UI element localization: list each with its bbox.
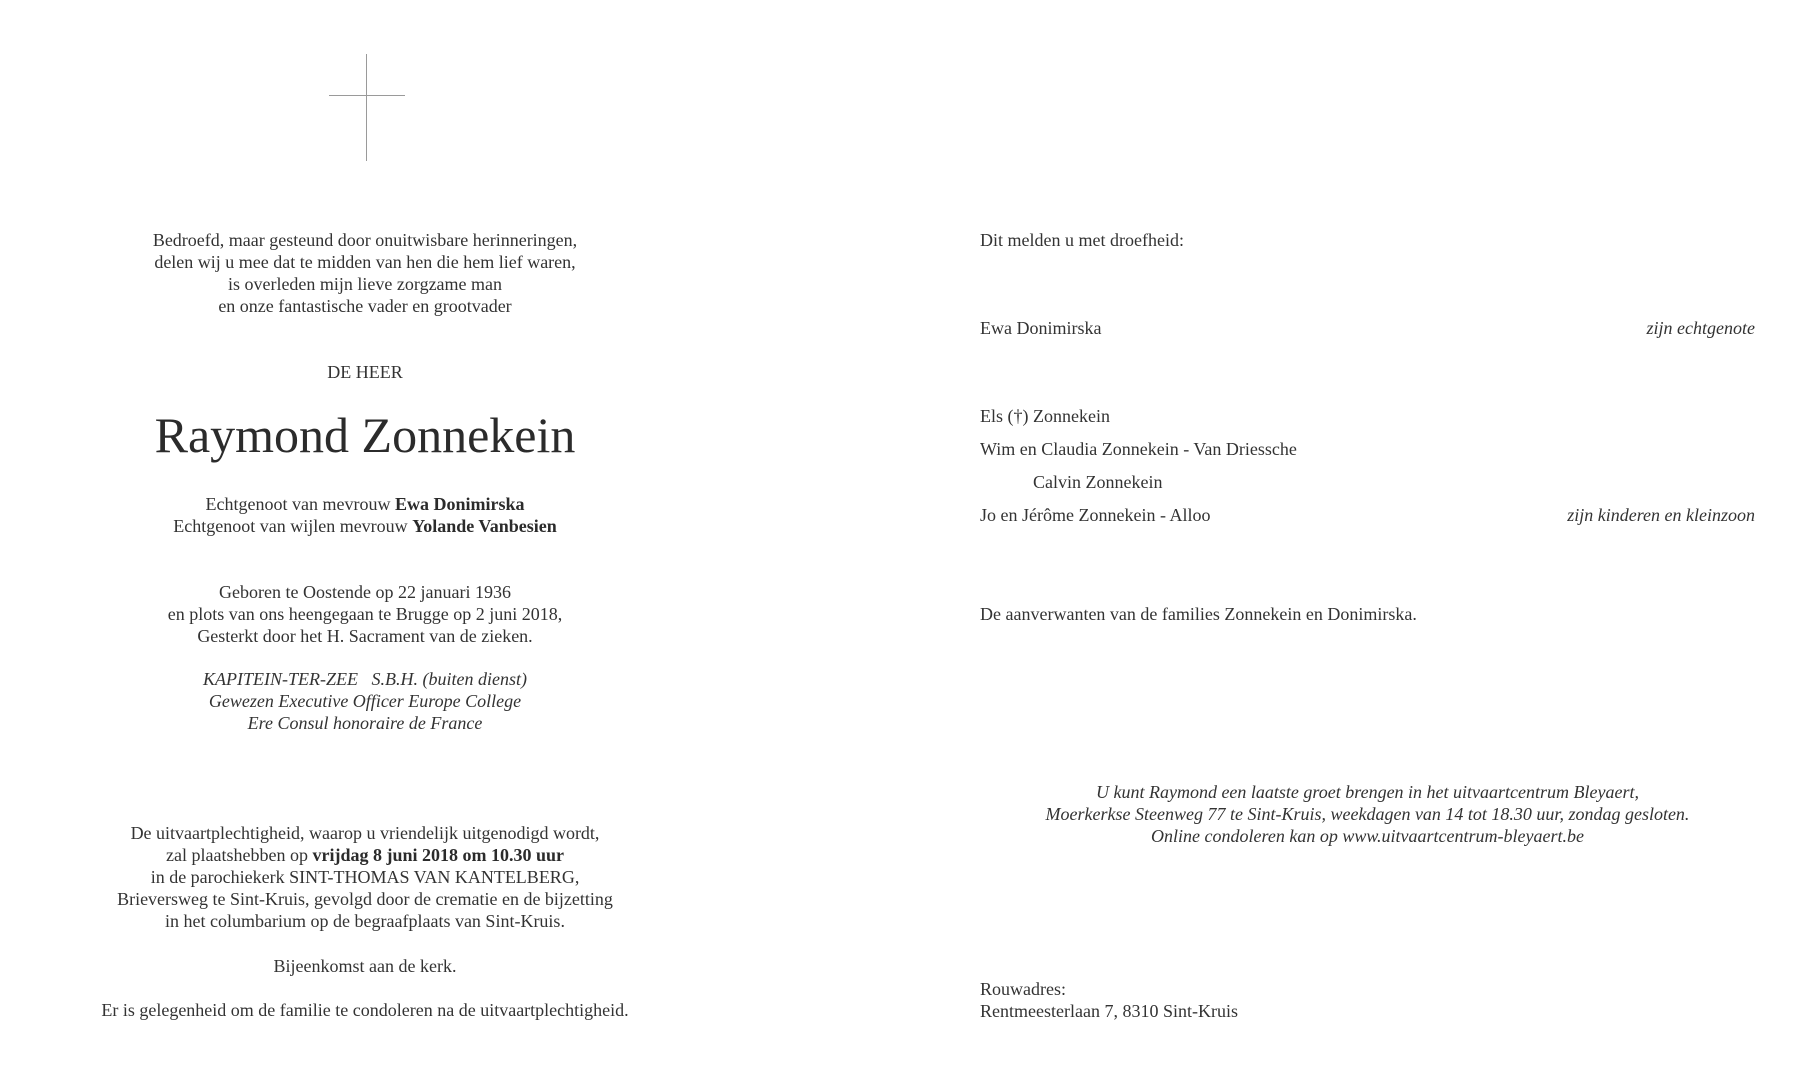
funeral-block	[60, 822, 670, 932]
sacrament-line: Gesterkt door het H. Sacrament van de zieken.	[197, 626, 533, 646]
spouse-line	[60, 515, 670, 537]
role-line: KAPITEIN-TER-ZEE S.B.H. (buiten dienst)	[203, 669, 527, 689]
cross-icon-bar	[329, 95, 405, 96]
condolence-text: Er is gelegenheid om de familie te condoleren na de uitvaartplechtigheid.	[101, 1000, 629, 1020]
address-text: Rentmeesterlaan 7, 8310 Sint-Kruis	[980, 1001, 1238, 1021]
funeral-line: De uitvaartplechtigheid, waarop u vriendelijk uitgenodigd wordt,	[130, 823, 600, 843]
relation-label: zijn kinderen en kleinzoon	[1567, 505, 1755, 525]
visit-line: Online condoleren kan op www.uitvaartcentrum-bleyaert.be	[1151, 826, 1584, 846]
funeral-line: in het columbarium op de begraafplaats van Sint-Kruis.	[165, 911, 565, 931]
spouse-prefix: Echtgenoot van mevrouw	[205, 494, 391, 514]
deceased-name: Raymond Zonnekein	[154, 407, 576, 463]
spouses-block	[60, 493, 670, 537]
role-line: Gewezen Executive Officer Europe College	[208, 691, 522, 711]
honorific-title: DE HEER	[327, 362, 403, 382]
child-row	[980, 405, 1755, 427]
funeral-line: Brieversweg te Sint-Kruis, gevolgd door de crematie en de bijzetting	[117, 889, 613, 909]
child-name: Els (†) Zonnekein	[980, 406, 1110, 426]
child-name: Jo en Jérôme Zonnekein - Alloo	[980, 505, 1211, 525]
announcement	[980, 229, 1755, 251]
visit-line: U kunt Raymond een laatste groet brengen in het uitvaartcentrum Bleyaert,	[1095, 782, 1640, 802]
child-row	[980, 438, 1755, 460]
funeral-line	[60, 844, 670, 866]
relation-label: zijn echtgenote	[1646, 318, 1755, 338]
role-line: Ere Consul honoraire de France	[247, 713, 483, 733]
family-row	[980, 317, 1755, 339]
family-name: Ewa Donimirska	[980, 318, 1102, 338]
intro-line: Bedroefd, maar gesteund door onuitwisbare herinneringen,	[152, 230, 578, 250]
cross-icon	[366, 54, 367, 161]
address-label: Rouwadres:	[980, 979, 1066, 999]
funeral-date: vrijdag 8 juni 2018 om 10.30 uur	[312, 845, 564, 865]
spouse-name: Ewa Donimirska	[394, 494, 525, 514]
intro-line: en onze fantastische vader en grootvader	[218, 296, 512, 316]
announcement-line: Dit melden u met droefheid:	[980, 230, 1184, 250]
gathering-text: Bijeenkomst aan de kerk.	[273, 956, 457, 976]
birth-line: Geboren te Oostende op 22 januari 1936	[219, 582, 511, 602]
visit-line: Moerkerkse Steenweg 77 te Sint-Kruis, weekdagen van 14 tot 18.30 uur, zondag gesloten.	[1045, 804, 1690, 824]
visit-info	[980, 781, 1755, 847]
families-block	[980, 603, 1755, 625]
intro-text	[60, 229, 670, 317]
birth-death-block	[60, 581, 670, 647]
funeral-date-prefix: zal plaatshebben op	[166, 845, 308, 865]
grandchild-name: Calvin Zonnekein	[1033, 472, 1163, 492]
address-block	[980, 978, 1755, 1022]
child-row	[980, 504, 1755, 526]
intro-line: is overleden mijn lieve zorgzame man	[227, 274, 503, 294]
spouse-line	[60, 493, 670, 515]
families-line: De aanverwanten van de families Zonnekein en Donimirska.	[980, 604, 1417, 624]
grandchild-row	[980, 471, 1755, 493]
children-block	[980, 405, 1755, 537]
spouse-entry	[980, 317, 1755, 339]
intro-line: delen wij u mee dat te midden van hen die hem lief waren,	[154, 252, 576, 272]
death-line: en plots van ons heengegaan te Brugge op 2 juni 2018,	[167, 604, 563, 624]
spouse-prefix: Echtgenoot van wijlen mevrouw	[173, 516, 408, 536]
child-name: Wim en Claudia Zonnekein - Van Driessche	[980, 439, 1297, 459]
roles-block	[60, 668, 670, 734]
spouse-name: Yolande Vanbesien	[412, 516, 557, 536]
funeral-line: in de parochiekerk SINT-THOMAS VAN KANTELBERG,	[150, 867, 580, 887]
